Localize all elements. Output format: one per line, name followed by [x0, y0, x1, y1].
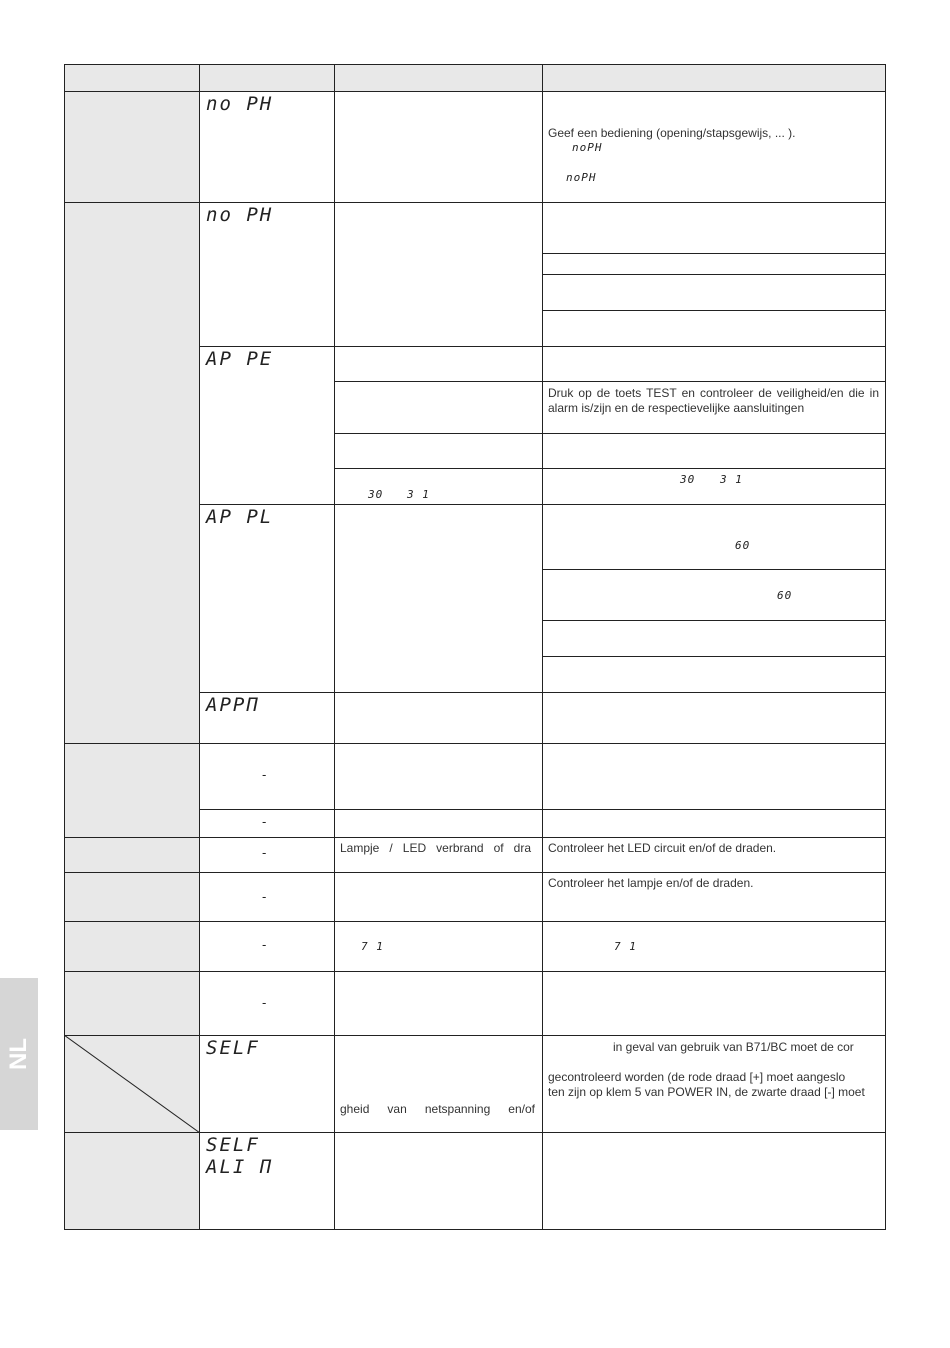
c3-row-4 [334, 504, 543, 693]
c1-row-6 [64, 921, 200, 972]
code-appe: AP PE [206, 348, 274, 370]
c2-row-9 [199, 872, 335, 922]
code-alim: ALI П [206, 1156, 274, 1178]
c4-row-13 [542, 1132, 886, 1230]
c3-row-9 [334, 872, 543, 922]
self-check-line-1: in geval van gebruik van B71/BC moet de cor [613, 1040, 854, 1054]
c4-row-3a [542, 346, 886, 382]
c2-row-4 [199, 504, 335, 693]
header-col-1 [64, 64, 200, 92]
appl-c4-num-60-b: 60 [777, 589, 793, 602]
c1-row-1 [64, 91, 200, 203]
c4-row-2b [542, 253, 886, 275]
dash-2: - [262, 814, 267, 829]
appe-c3-num-30: 30 [368, 488, 384, 501]
code-appl: AP PL [206, 506, 274, 528]
lamp-led-check: Controleer het LED circuit en/of de draden. [548, 841, 777, 855]
c2-row-11 [199, 971, 335, 1036]
code-nope-2: no PH [206, 204, 274, 226]
c4-row-5 [542, 692, 886, 744]
c4-row-2d [542, 310, 886, 347]
c3-row-5 [334, 692, 543, 744]
c4-row-4a [542, 504, 886, 570]
c3-row-11 [334, 971, 543, 1036]
appe-c4-num-31: 3 1 [720, 473, 743, 486]
c3-row-3c [334, 433, 543, 469]
c3-row-2 [334, 202, 543, 347]
code-self-1: SELF [206, 1037, 260, 1059]
self-check-line-2: gecontroleerd worden (de rode draad [+] moet aangeslo [548, 1070, 846, 1084]
c1-row-5 [64, 872, 200, 922]
c4-row-3c [542, 433, 886, 469]
c4-row-6 [542, 743, 886, 810]
c1-row-2 [64, 202, 200, 744]
c4-row-4b [542, 569, 886, 621]
c3-row-7 [334, 809, 543, 838]
code-self-2: SELF [206, 1134, 260, 1156]
r71-c4-num: 7 1 [614, 940, 637, 953]
code-appm: APPП [206, 694, 260, 716]
c1-row-9 [64, 1132, 200, 1230]
appe-c3-num-31: 3 1 [407, 488, 430, 501]
dash-3: - [262, 845, 267, 860]
c4-row-4c [542, 620, 886, 657]
dash-4: - [262, 889, 267, 904]
c4-row-10 [542, 921, 886, 972]
r1-code-small-a: noPH [572, 141, 603, 154]
c4-row-2a [542, 202, 886, 254]
language-tab-label: NL [5, 1038, 32, 1070]
code-nope-1: no PH [206, 93, 274, 115]
r1-instruction: Geef een bediening (opening/stapsgewijs, ... ). [548, 126, 796, 140]
diagonal-line [64, 1035, 200, 1133]
self-check-line-3: ten zijn op klem 5 van POWER IN, de zwarte draad [-] moet [548, 1085, 865, 1099]
language-tab [0, 978, 38, 1130]
appl-c4-num-60-a: 60 [735, 539, 751, 552]
c1-row-3 [64, 743, 200, 838]
appe-c4-num-30: 30 [680, 473, 696, 486]
dash-5: - [262, 937, 267, 952]
c2-row-10 [199, 921, 335, 972]
lamp-led-cause: Lampje / LED verbrand of dra [340, 841, 531, 855]
self-cause: gheid van netspanning en/of [340, 1102, 535, 1116]
c2-row-6 [199, 743, 335, 810]
header-col-3 [334, 64, 543, 92]
c2-row-7 [199, 809, 335, 838]
c3-row-3a [334, 346, 543, 382]
c4-row-2c [542, 274, 886, 311]
dash-1: - [262, 767, 267, 782]
c4-row-7 [542, 809, 886, 838]
lamp-check: Controleer het lampje en/of de draden. [548, 876, 754, 890]
c1-row-4 [64, 837, 200, 873]
appe-test-instruction: Druk op de toets TEST en controleer de veiligheid/en die in alarm is/zijn en de respectievelijke aansluitingen [548, 386, 879, 415]
header-col-2 [199, 64, 335, 92]
c3-row-3d [334, 468, 543, 505]
dash-6: - [262, 995, 267, 1010]
header-col-4 [542, 64, 886, 92]
c3-row-1 [334, 91, 543, 203]
c4-row-3d [542, 468, 886, 505]
c2-row-8 [199, 837, 335, 873]
c3-row-6 [334, 743, 543, 810]
c1-row-7 [64, 971, 200, 1036]
r71-c3-num: 7 1 [361, 940, 384, 953]
c4-row-4d [542, 656, 886, 693]
r1-code-small-b: noPH [566, 171, 597, 184]
c3-row-12 [334, 1035, 543, 1133]
c4-row-11 [542, 971, 886, 1036]
c3-row-3b [334, 381, 543, 434]
c3-row-13 [334, 1132, 543, 1230]
